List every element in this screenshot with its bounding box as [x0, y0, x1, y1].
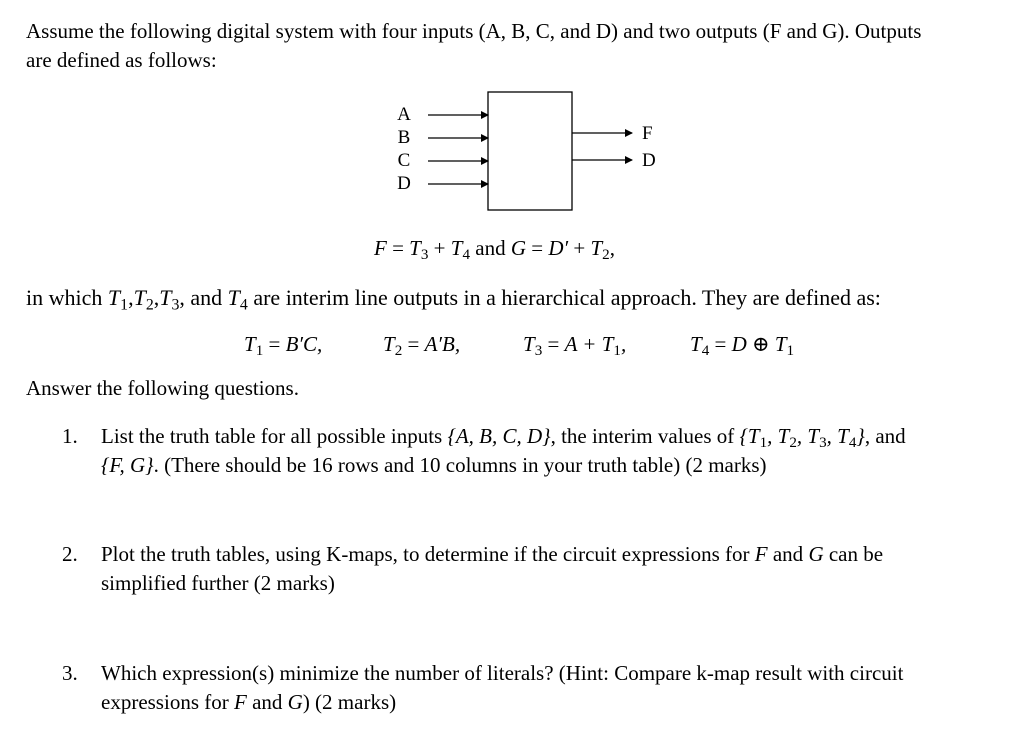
hier-t3-sub: 3: [171, 296, 180, 314]
eq-f-t3-sub: 3: [420, 247, 429, 264]
def-t2: $T_2 = A'B$,: [383, 332, 461, 360]
input-label-a: A: [397, 104, 411, 125]
eq-g-lhs: G: [510, 236, 527, 260]
output-label-f: F: [642, 123, 653, 144]
hier-t1: T: [107, 285, 121, 310]
eq-g-t2-sub: 2: [602, 247, 610, 264]
question-1-line-2: {F, G}. (There should be 16 rows and 10 columns in your truth table) (2 marks): [101, 453, 767, 477]
def-t3: $T_3 = A + T_1$,: [523, 332, 627, 360]
eq-f-lhs: F: [374, 236, 387, 260]
intro-line-2: are defined as follows:: [26, 48, 217, 72]
q1-input-set: {A, B, C, D}: [447, 424, 551, 448]
question-1-number: 1.: [62, 424, 78, 448]
hierarchy-sentence: in which $T_1,T_2,T_3$, and $T_4$ are interim line outputs in a hierarchical approach. They are defined as:: [26, 285, 881, 314]
output-label-d: D: [642, 150, 656, 171]
def-t4: $T_4 = D$ ⊕ $T_1$: [690, 332, 795, 360]
system-box: [488, 92, 572, 210]
q1-interim-set: {$T_1$, $T_2$, $T_3$, $T_4$}: [739, 424, 865, 452]
q1-output-set: {F, G}: [101, 453, 154, 477]
hier-t4-sub: 4: [239, 296, 248, 314]
equation-main: $F = T_3 + T_4$ and $G = D' + T_2$,: [374, 236, 615, 264]
eq-f-t4-sub: 4: [462, 247, 471, 264]
eq-f-t3: T: [409, 236, 421, 260]
answer-label: Answer the following questions.: [26, 376, 299, 400]
question-1-line-1: List the truth table for all possible inputs {A, B, C, D}, the interim values of {$T_1$, $T_2$, $T_3$, $T_4$}, and: [101, 424, 906, 452]
eq-g-t2: T: [590, 236, 603, 260]
eq-trail: ,: [609, 236, 615, 260]
question-2-line-2: simplified further (2 marks): [101, 571, 335, 595]
question-2-number: 2.: [62, 542, 78, 566]
question-3-number: 3.: [62, 661, 78, 685]
question-3-line-2: expressions for F and G) (2 marks): [101, 690, 397, 714]
hier-t2: T: [133, 285, 146, 310]
hier-t1-sub: 1: [120, 296, 129, 314]
question-3-line-1: Which expression(s) minimize the number of literals? (Hint: Compare k-map result with circuit: [101, 661, 904, 685]
hier-t3: T: [159, 285, 172, 310]
hier-t4: T: [227, 285, 240, 310]
eq-g-dprime: D′: [548, 236, 569, 260]
hier-prefix: in which: [26, 285, 103, 310]
hier-and: and: [190, 285, 223, 310]
block-diagram: [380, 86, 680, 226]
input-label-c: C: [397, 150, 411, 171]
intro-line-1: Assume the following digital system with four inputs (A, B, C, and D) and two outputs (F and G). Outputs: [26, 19, 922, 43]
eq-and: and: [475, 236, 506, 260]
eq-f-t4: T: [450, 236, 463, 260]
hier-t2-sub: 2: [145, 296, 154, 314]
input-label-b: B: [397, 127, 411, 148]
def-t1: $T_1 = B'C$,: [244, 332, 323, 360]
hier-suffix: are interim line outputs in a hierarchical approach. They are defined as:: [253, 285, 881, 310]
input-label-d: D: [397, 173, 411, 194]
question-2-line-1: Plot the truth tables, using K-maps, to determine if the circuit expressions for F and G can be: [101, 542, 884, 566]
